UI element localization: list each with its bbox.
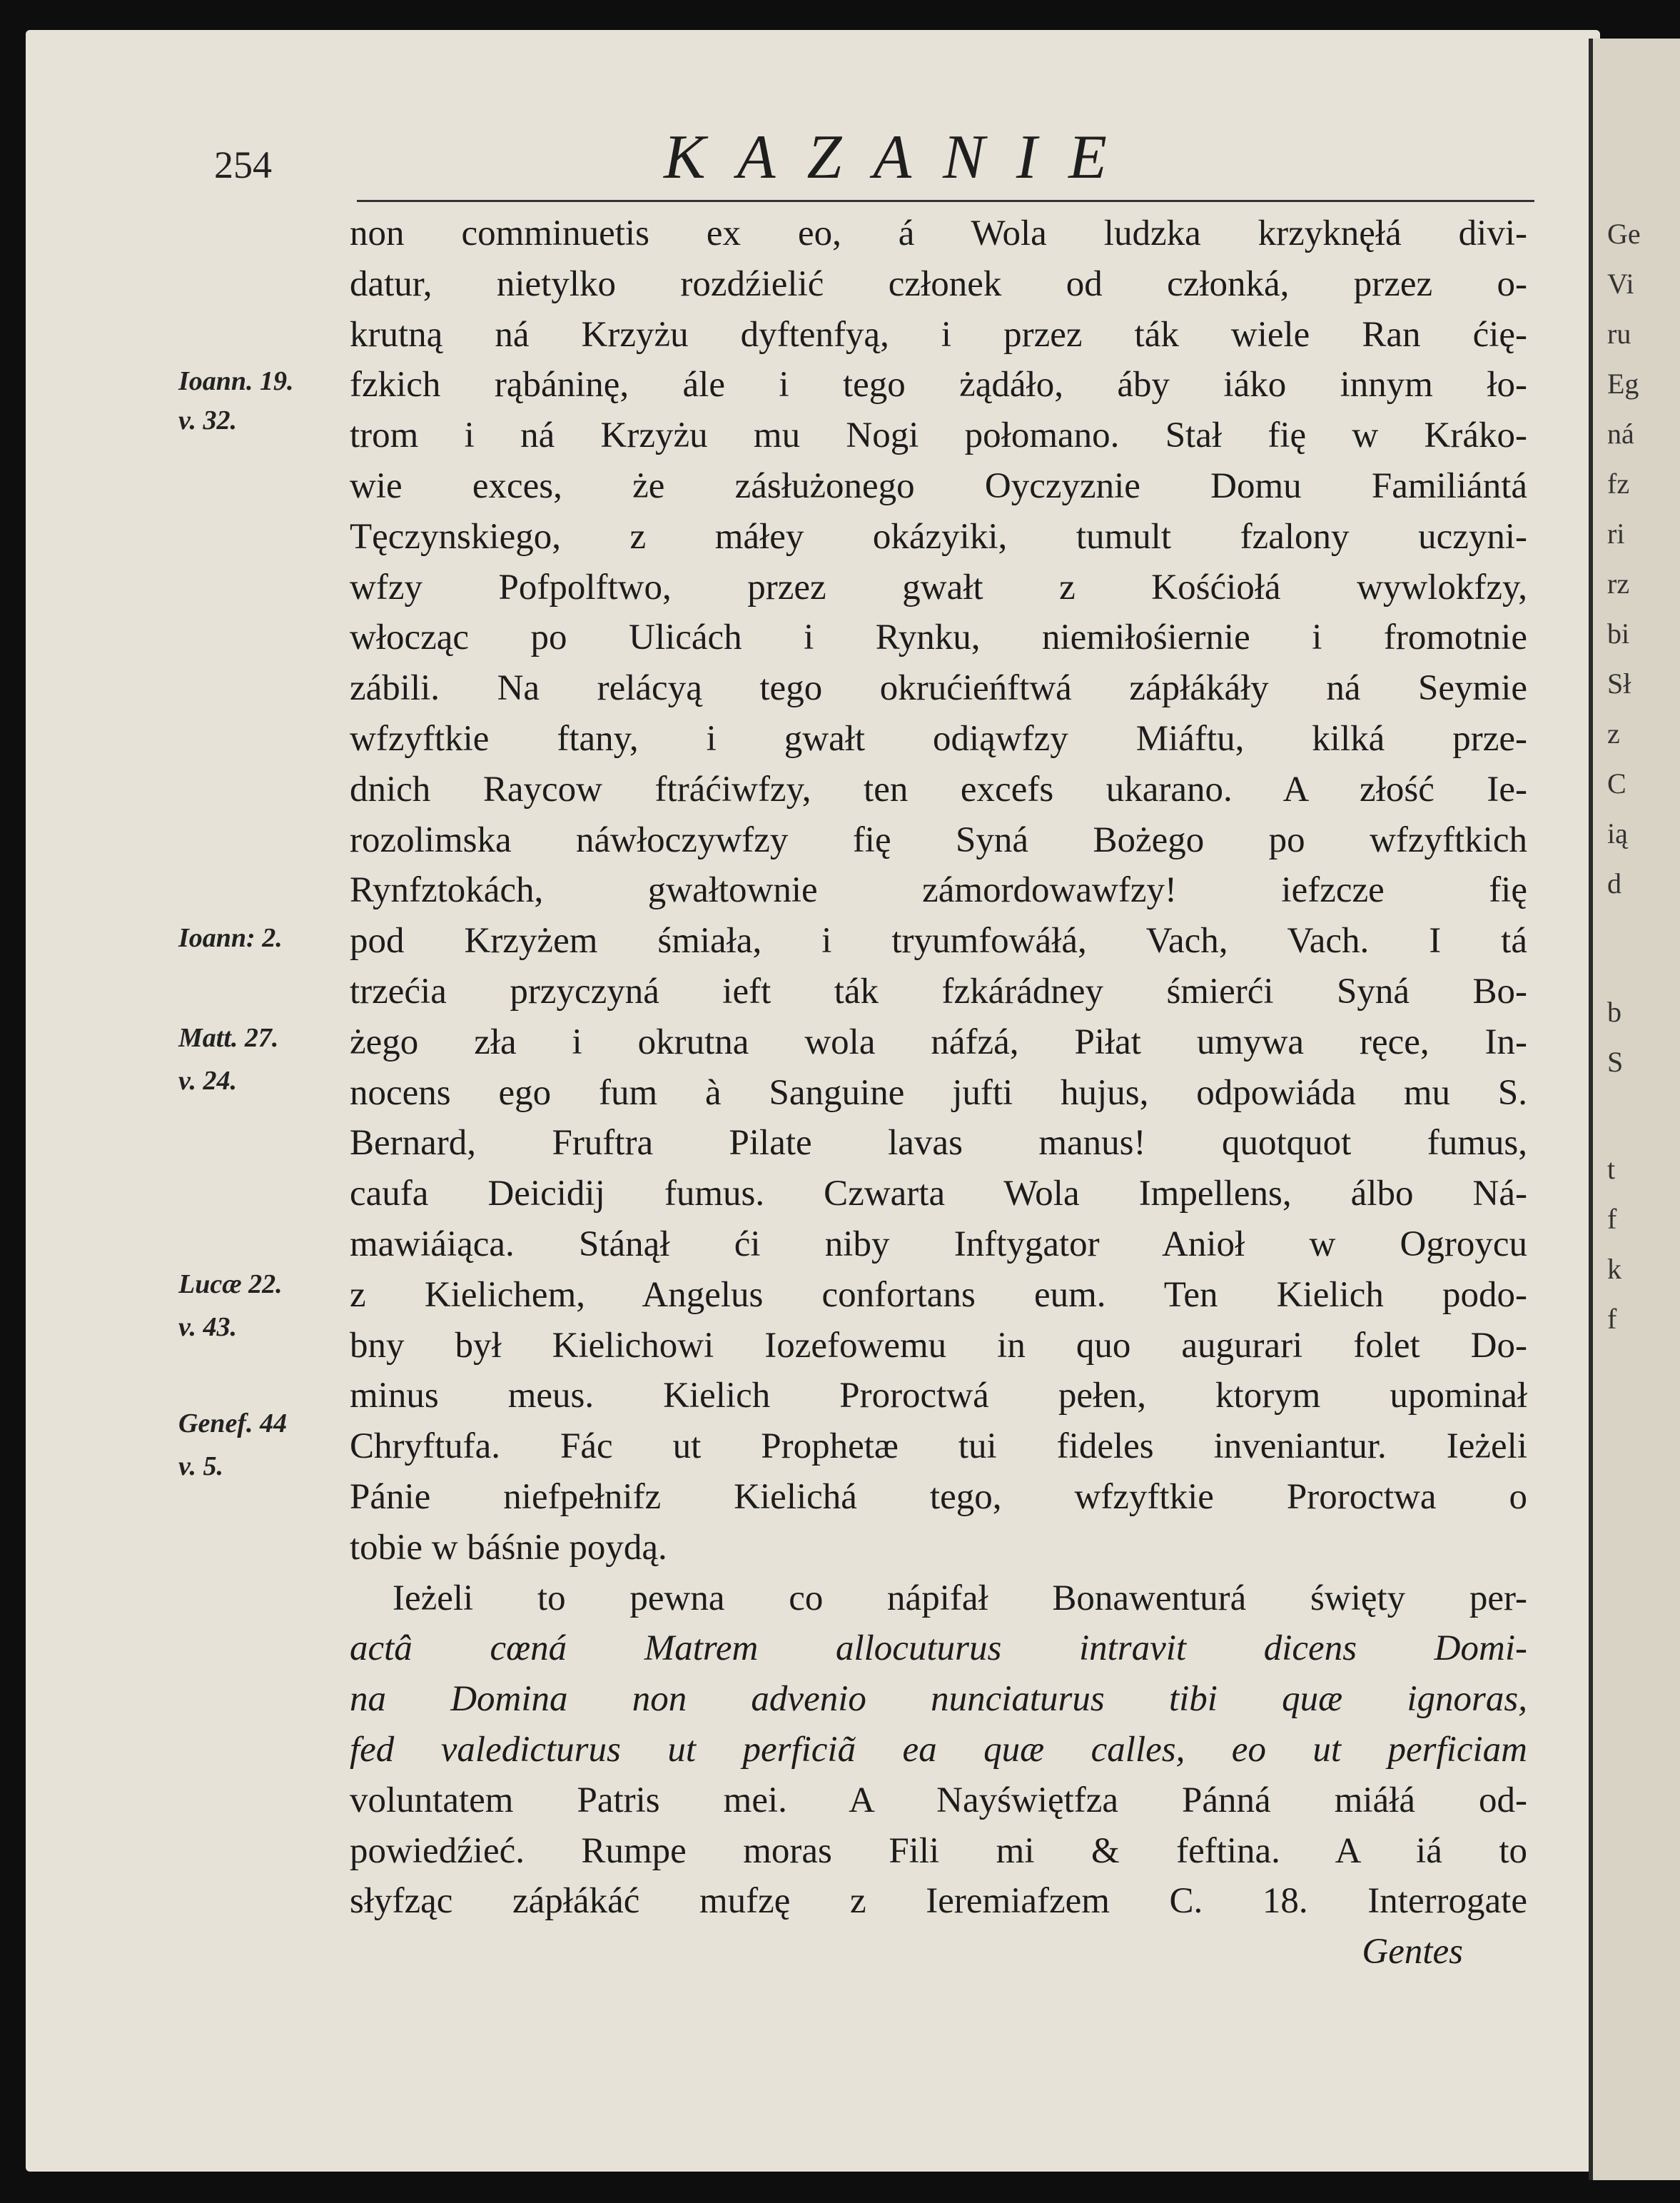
text-line: Pánie niefpełnifz Kielichá tego, wfzyftkie Proroctwa o: [350, 1476, 1527, 1517]
next-page-fragment: Sł: [1607, 667, 1631, 700]
text-line: actâ cœná Matrem allocuturus intravit dicens Domi-: [350, 1628, 1527, 1669]
next-page-fragment: f: [1607, 1203, 1617, 1235]
next-page-fragment: Eg: [1607, 368, 1639, 400]
text-line: pod Krzyżem śmiała, i tryumfowáłá, Vach, Vach. I tá: [350, 921, 1527, 962]
margin-note: v. 32.: [178, 405, 237, 435]
margin-note: Lucæ 22.: [178, 1269, 283, 1299]
text-line: zábili. Na relácyą tego okrućieńftwá zápłákáły ná Seymie: [350, 668, 1527, 709]
text-line: z Kielichem, Angelus confortans eum. Ten Kielich podo-: [350, 1274, 1527, 1315]
text-line: Bernard, Fruftra Pilate lavas manus! quotquot fumus,: [350, 1123, 1527, 1164]
text-line: na Domina non advenio nunciaturus tibi quæ ignoras,: [350, 1679, 1527, 1720]
next-page-fragment: bi: [1607, 617, 1630, 650]
text-line: Chryftufa. Fác ut Prophetæ tui fideles inveniantur. Ieżeli: [350, 1426, 1527, 1467]
text-line: słyfząc zápłákáć mufzę z Ieremiafzem C. 18. Interrogate: [350, 1881, 1527, 1922]
next-page-fragment: ru: [1607, 318, 1631, 350]
margin-note: Genef. 44: [178, 1408, 287, 1438]
next-page-fragment: t: [1607, 1153, 1616, 1185]
adjacent-page-edge: [1589, 39, 1680, 2180]
text-line: fed valedicturus ut perficiã ea quæ calles, eo ut perficiam: [350, 1729, 1527, 1770]
text-line: voluntatem Patris mei. A Nayświętfza Pánná miáłá od-: [350, 1780, 1527, 1820]
text-line: nocens ego fum à Sanguine jufti hujus, odpowiáda mu S.: [350, 1072, 1527, 1113]
next-page-fragment: Vi: [1607, 268, 1634, 300]
text-line: trzećia przyczyná ieft ták fzkárádney śmierći Syná Bo-: [350, 971, 1527, 1012]
next-page-fragment: fz: [1607, 468, 1630, 500]
text-line: minus meus. Kielich Proroctwá pełen, ktorym upominał: [350, 1376, 1527, 1416]
text-line: rozolimska náwłoczywfzy fię Syná Bożego po wfzyftkich: [350, 820, 1527, 860]
text-line: Tęczynskiego, z máłey okázyiki, tumult fzalony uczyni-: [350, 516, 1527, 557]
text-line: non comminuetis ex eo, á Wola ludzka krzyknęłá divi-: [350, 213, 1527, 253]
text-line: Rynfztokách, gwałtownie zámordowawfzy! iefzcze fię: [350, 870, 1527, 911]
text-line: powiedźieć. Rumpe moras Fili mi & feftina. A iá to: [350, 1830, 1527, 1871]
page-number: 254: [214, 143, 272, 186]
catchword: Gentes: [1362, 1932, 1463, 1972]
header-rule: [357, 200, 1534, 202]
text-line: Ieżeli to pewna co nápifał Bonawenturá święty per-: [393, 1578, 1527, 1618]
margin-note: Ioann: 2.: [178, 923, 283, 953]
text-line: trom i ná Krzyżu mu Nogi połomano. Stał fię w Kráko-: [350, 415, 1527, 456]
text-line: krutną ná Krzyżu dyftenfyą, i przez ták wiele Ran ćię-: [350, 314, 1527, 355]
text-line: dnich Raycow ftráćiwfzy, ten excefs ukarano. A złość Ie-: [350, 769, 1527, 810]
next-page-fragment: ri: [1607, 518, 1625, 550]
text-line: tobie w báśnie poydą.: [350, 1527, 667, 1568]
next-page-fragment: ná: [1607, 418, 1634, 450]
next-page-fragment: z: [1607, 717, 1620, 750]
margin-note: v. 5.: [178, 1451, 223, 1481]
text-line: mawiáiąca. Stánął ći niby Inftygator Anioł w Ogroycu: [350, 1224, 1527, 1264]
margin-note: v. 24.: [178, 1066, 237, 1096]
next-page-fragment: rz: [1607, 568, 1630, 600]
body-text: [350, 208, 1527, 1977]
text-line: żego zła i okrutna wola náfzá, Piłat umywa ręce, In-: [350, 1022, 1527, 1062]
text-line: fzkich rąbáninę, ále i tego żądáło, áby iáko innym ło-: [350, 365, 1527, 405]
next-page-fragment: C: [1607, 767, 1626, 800]
text-line: wie exces, że zásłużonego Oyczyznie Domu Familiántá: [350, 465, 1527, 506]
next-page-fragment: ią: [1607, 817, 1628, 850]
margin-note: v. 43.: [178, 1312, 237, 1342]
text-line: datur, nietylko rozdźielić członek od członká, przez o-: [350, 263, 1527, 304]
margin-note: Matt. 27.: [178, 1023, 279, 1053]
next-page-fragment: k: [1607, 1253, 1621, 1285]
next-page-fragment: b: [1607, 996, 1621, 1028]
text-line: wfzyftkie ftany, i gwałt odiąwfzy Miáftu, kilká prze-: [350, 718, 1527, 759]
text-line: caufa Deicidij fumus. Czwarta Wola Impellens, álbo Ná-: [350, 1174, 1527, 1214]
text-line: wfzy Pofpolftwo, przez gwałt z Kośćiołá wywlokfzy,: [350, 567, 1527, 608]
next-page-fragment: d: [1607, 867, 1621, 899]
page-title: KAZANIE: [664, 123, 1138, 192]
text-line: włocząc po Ulicách i Rynku, niemiłośiernie i fromotnie: [350, 617, 1527, 658]
next-page-fragment: Ge: [1607, 218, 1641, 250]
margin-note: Ioann. 19.: [178, 366, 294, 396]
next-page-fragment: f: [1607, 1303, 1617, 1335]
text-line: bny był Kielichowi Iozefowemu in quo augurari folet Do-: [350, 1325, 1527, 1366]
next-page-fragment: S: [1607, 1046, 1624, 1078]
